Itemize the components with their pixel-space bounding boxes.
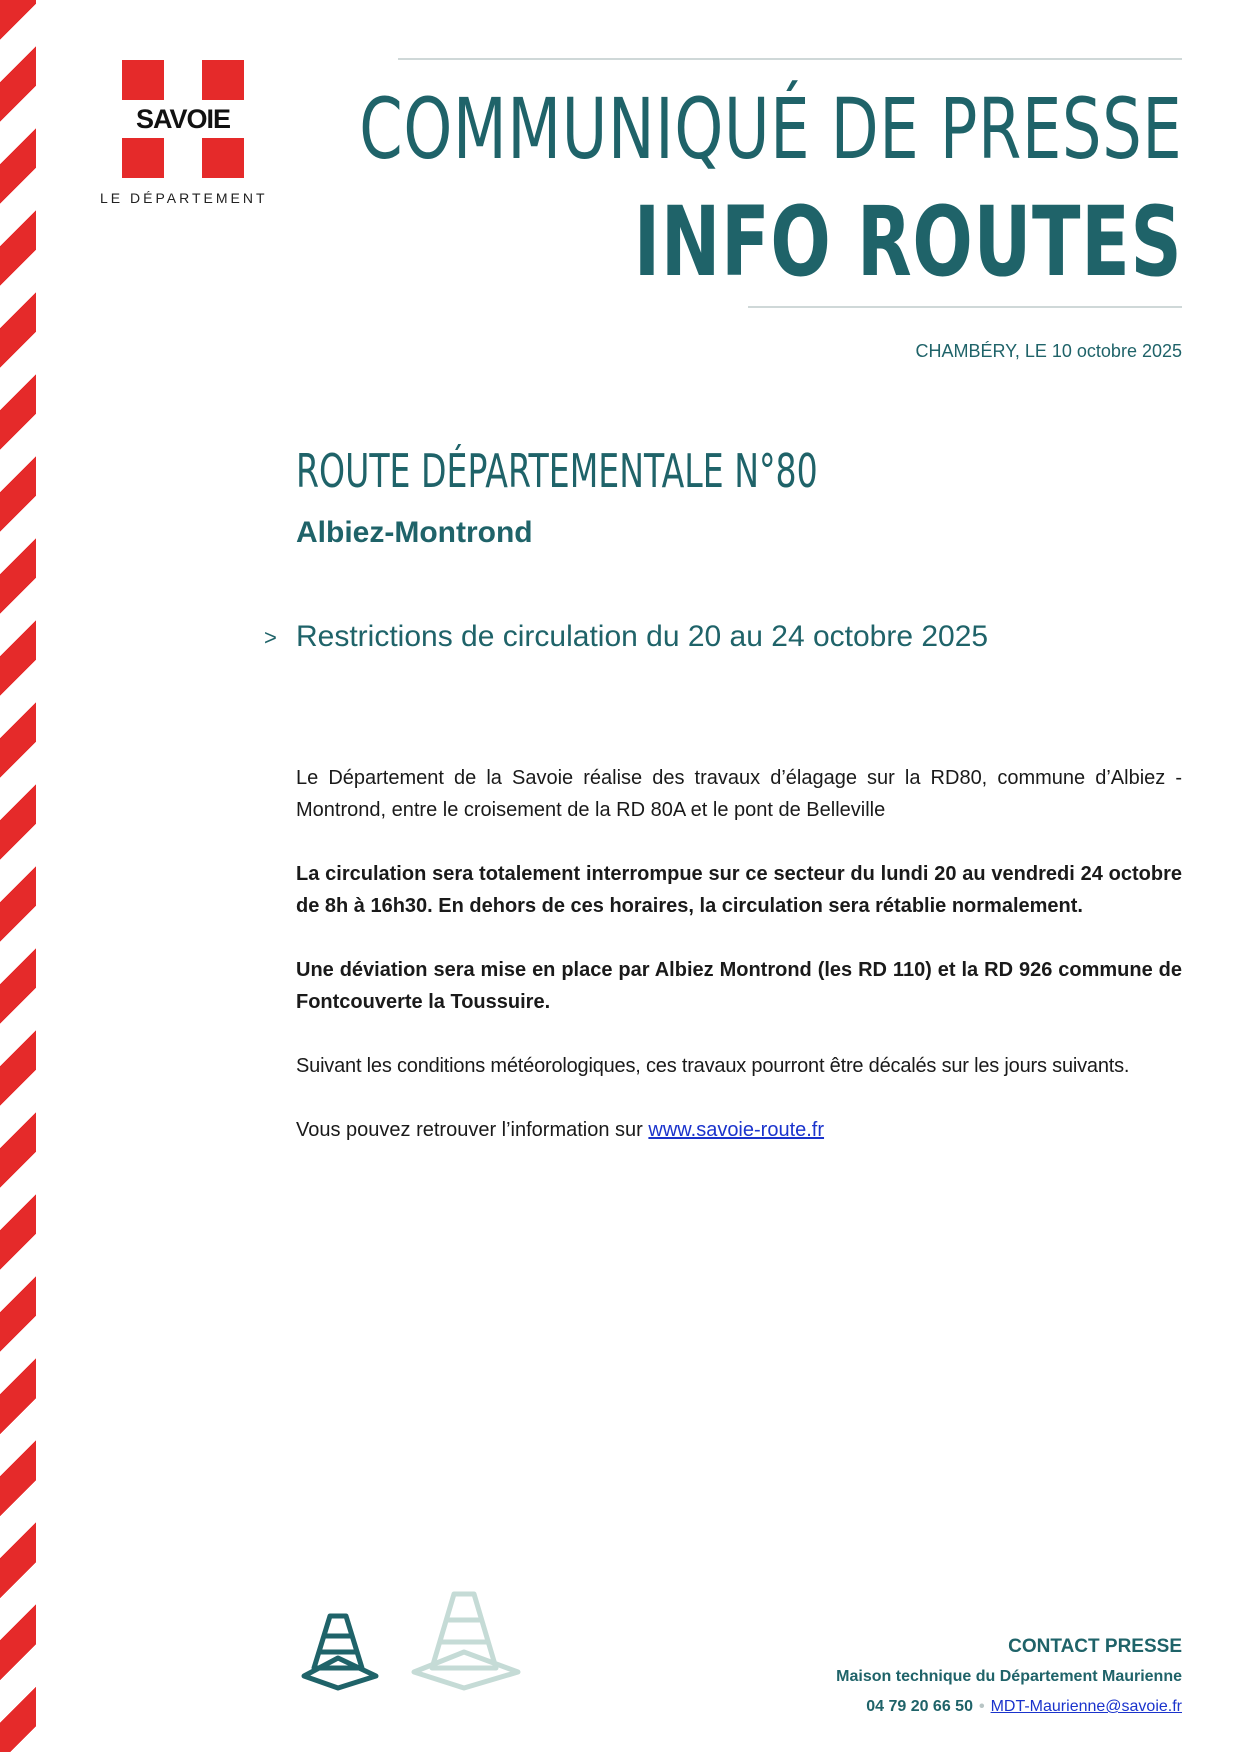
body-paragraph-closure: La circulation sera totalement interrompue sur ce secteur du lundi 20 au vendredi 24 octobre de 8h à 16h30. En dehors de ces horaires, la circulation sera rétablie normalement. <box>296 863 1182 917</box>
contact-title: CONTACT PRESSE <box>1008 1636 1182 1657</box>
info-routes-title: INFO ROUTES <box>633 186 1182 298</box>
contact-organization: Maison technique du Département Maurienne <box>836 1668 1182 1685</box>
press-release-title: COMMUNIQUÉ DE PRESSE <box>358 80 1182 178</box>
red-white-stripe-border <box>0 0 36 1752</box>
route-title: ROUTE DÉPARTEMENTALE N°80 <box>296 444 818 498</box>
traffic-cones <box>300 1580 530 1697</box>
release-date: CHAMBÉRY, LE 10 octobre 2025 <box>915 341 1182 361</box>
info-text: Vous pouvez retrouver l’information sur <box>296 1119 649 1141</box>
header-top-rule <box>398 58 1182 60</box>
chevron-right-icon: > <box>264 625 277 650</box>
body-paragraph-info <box>296 1114 1182 1146</box>
traffic-cone-light-icon <box>414 1594 518 1688</box>
body-paragraph-diversion: Une déviation sera mise en place par Albiez Montrond (les RD 110) et la RD 926 commune de Fontcouverte la Toussuire. <box>296 959 1182 1013</box>
logo-name: SAVOIE <box>135 104 231 134</box>
website-link[interactable]: www.savoie-route.fr <box>648 1119 825 1141</box>
contact-email-link[interactable]: MDT-Maurienne@savoie.fr <box>990 1698 1182 1715</box>
place-name: Albiez-Montrond <box>296 516 533 549</box>
traffic-cone-icon <box>304 1616 376 1688</box>
restriction-subtitle: Restrictions de circulation du 20 au 24 octobre 2025 <box>296 620 989 653</box>
logo-subtitle: LE DÉPARTEMENT <box>100 190 268 206</box>
press-contact <box>836 1632 1182 1722</box>
contact-phone: 04 79 20 66 50 <box>866 1698 973 1715</box>
separator-dot: • <box>978 1698 985 1715</box>
header-bottom-rule <box>748 306 1182 308</box>
savoie-logo <box>122 60 244 178</box>
body-paragraph-weather: Suivant les conditions météorologiques, ces travaux pourront être décalés sur les jours suivants. <box>296 1055 1130 1077</box>
body-paragraph-works: Le Département de la Savoie réalise des travaux d’élagage sur la RD80, commune d’Albiez -Montrond, entre le croisement de la RD 80A et le pont de Belleville <box>296 767 1182 821</box>
contact-details <box>836 1692 1182 1722</box>
